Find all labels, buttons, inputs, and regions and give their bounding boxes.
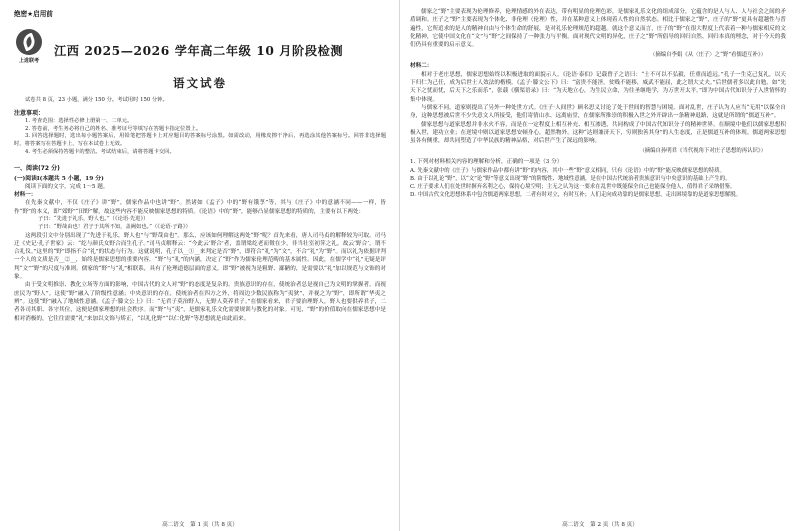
paragraph: 相对于老庄思想，儒家思想始终以积极进取的面貌示人。《论语·泰伯》记载曾子之语曰：“士不可以不弘毅，任重而道远。”孔子一生克己复礼，以天下归仁为己任，成为后世士人效法的楷模。《孟子·滕文公下》曰：“富贵不能淫，贫贱不能移，威武不能屈，此之谓大丈夫。”后世儒者多以此自勉，如“先天下之忧而忧，后天下之乐而乐”，张载《横渠语录》曰：“为天地立心，为生民立命，为往圣继绝学，为万世开太平。”即为中国古代知识分子入世情怀的集中体现。 (410, 71, 786, 103)
logo-icon (16, 29, 42, 55)
instruction: 阅读下面的文字，完成 1～5 题。 (25, 183, 109, 190)
section-heading: 一、阅读(72 分) (14, 164, 60, 172)
paragraph: 儒家之“野”主要表现为伦理修养，伦理情感的外在表达，带有明显的伦理色彩，是儒家礼乐文化的组成部分，它蕴含的是人与人、人与社会之间的矛盾调和。庄子之“野”主要表现为个体化、非伦理（伦理）性，并在某种意义上体现着人性的自然状态。相比于儒家之“野”，庄子的“野”更具有超越性与普遍性，它所追求的是人的精神自由与个体生命的舒展，是对礼乐伦理规范的超越。就这个意义而言，庄子的“野”在很大程度上代表着一种与儒家相反的文化精神，它使中国文化在“文”与“野”之间保持了一种张力与平衡。面对现代文明的异化，庄子之“野”所倡导的回归自然、回归本真的理念，对于今天的我们仍具有重要的启示意义。 (410, 9, 786, 49)
paragraph: 由于受文明推崇、教化立场等方面的影响，中国古代的文人对“野”的态度是复杂的。贵族意识的存在，使统治者总是视自己为文明的掌握者，而视庶民为“野人”。这使“野”融入了阶级性意涵；中央意识的存在，使统治者在四方之外，将周边少数民族称为“夷狄”，并视之为“野”，即所谓“华夷之辨”。这使“野”融入了地域性意涵。《孟子·滕文公上》曰：“无君子莫治野人，无野人莫养君子。”在儒家看来，君子要治理野人，野人也要供养君子，二者各司其职、各守其位，这便是儒家理想的社会秩序。而“野”与“夷”，是儒家礼乐文化需要规训与教化的对象。可见，“野”的价值取向在儒家思想中是相对消极的，它往往需要“礼”来加以文饰与矫正，“以礼化野”“以仁化野”等思想就是由此而来。 (14, 282, 386, 322)
quote: 子曰：“野哉由也！君子于其所不知，盖阙如也。”（《论语·子路》） (38, 223, 191, 230)
note-item: 3. 回答选择题时，选出每小题答案后，用铅笔把答题卡上对应题目的答案标号涂黑。如需改动，用橡皮擦干净后，再选涂其他答案标号。回答非选择题时，将答案写在答题卡上，写在本试卷上无效。 (14, 133, 386, 148)
material-label: 材料二： (410, 63, 433, 70)
answer-option: B. 由于以礼论“野”，以“文”论“野”等意义出现“野”的阶级性、地域性意涵，是在中国古代统治者贵族意识与中央意识的基础上产生的。 (410, 175, 731, 182)
subsection-heading: (一)阅读Ⅰ(本题共 5 小题，19 分) (14, 175, 104, 182)
paragraph: 与儒家不同，道家则提出了另外一种处世方式。《庄子·人间世》顾名思义讨论了处于世间的智慧与困境。面对乱世，庄子认为人应当“无用”以保全自身，这种思想被后世不少失意文人所接受，他们寄情山水、远离庙堂，在儒家所推崇的积极入世之外开辟出一条精神退路，这就是所谓的“儒道互补”。 (410, 104, 786, 120)
paper-title: 语文试卷 (173, 76, 227, 90)
confidential-mark: 绝密★启用前 (14, 10, 53, 18)
source-citation: （摘编自孙明君《当代视角下对庄子思想的再认识》） (639, 148, 766, 155)
exam-title: 江西 2025—2026 学年高二年级 10 月阶段检测 (54, 43, 344, 58)
answer-option: C. 庄子要求人们在处世时摒弃名利之心，保持心境空明；主无之认为这一要求在乱世中既能保全自己也能保全他人，值得君子采纳借鉴。 (410, 183, 736, 190)
page-footer: 高二语文 第 1 页（共 8 页） (162, 522, 238, 528)
publisher-logo (14, 29, 44, 71)
note-item: 1. 考查范围：选择性必修上册第一、二单元。 (25, 117, 133, 124)
page-2 (400, 0, 800, 531)
paragraph: 这两段引文中分别出现了“先进于礼乐，野人也”与“野哉由也”。那么，应该如何理解这两处“野”呢？首先来看，唐人司马贞的解释较为可取。司马迁《史记·孔子世家》云：“纥与颜氏女野合而生孔子。”司马贞解释云：“今此云‘野合’者，盖谓梁纥老而徵在少，非当壮室初笄之礼，故云‘野合’，谓不合礼仪。”这里的“野”即指不合“礼”的状态与行为。这就说明，孔子以__①__来判定是否“野”，即符合“礼”为“文”，不合“礼”为“野”。而以礼为依据评判一个人的文质是否__②__，始终是儒家思想的重要内容。“野”与“礼”的内涵，决定了“野”作为儒家伦理范畴的基本属性。因此，在儒学中“礼”无疑是评判“文”“野”的尺度与准则。儒家的“野”与“礼”相联系，具有了伦理道德层面的意义，即“野”被视为是粗野、鄙陋的，是需要以“礼”加以规范与文饰的对象。 (14, 232, 386, 281)
answer-option: D. 中国古代文化思想体系中包含儒道两家思想，二者有时对立，有时互补；人们走向成功靠的是儒家思想，走出困境靠的是道家思想解脱。 (410, 191, 741, 198)
paragraph: 在先秦文献中，不仅《庄子》讲“野”，儒家作品中也讲“野”。然诸如《孟子》中的“野有饿莩”等，其与《庄子》中的意涵不同——一样，皆作“野”的本义，即“郊野”“田野”解，故这些内容不能反映儒家思想的特质。《论语》中的“野”，能够凸显儒家思想的特质的，主要有以下两处： (14, 200, 386, 215)
material-label: 材料一： (14, 192, 37, 199)
answer-option: A. 先秦文献中的《庄子》与儒家作品中都有讲“野”的内容，其中一些“野”意义相同，只有《论语》中的“野”能反映儒家思想的特质。 (410, 167, 725, 174)
exam-info: 试卷共 8 页，23 小题，满分 150 分。考试用时 150 分钟。 (25, 97, 168, 103)
note-item: 4. 考生必须保持答题卡的整洁。考试结束后，请将答题卡交回。 (25, 148, 175, 155)
page-footer: 高二语文 第 2 页（共 8 页） (562, 522, 638, 528)
exam-header (14, 28, 386, 72)
question-stem: 1. 下列对材料相关内容的理解和分析，正确的一项是（3 分） (410, 159, 563, 166)
notes-heading: 注意事项： (14, 109, 45, 117)
quote: 子曰：“先进于礼乐，野人也。”（《论语·先进》） (38, 215, 149, 222)
note-item: 2. 答卷前，考生务必将自己的姓名、准考证号等填写在答题卡指定位置上。 (25, 125, 202, 132)
paragraph: 儒家思想与道家思想并非水火不容，而是在一定程度上相互补充、相互渗透，共同构成了中国古代知识分子的精神世界。在顺境中他们以儒家思想积极入世，建功立业；在逆境中则以道家思想安顿身心，超然物外。这种“达则兼济天下，穷则独善其身”的人生态度，正是儒道互补的体现。儒道两家思想虽各有侧重，却共同塑造了中华民族的精神品格，对后世产生了深远的影响。 (410, 121, 786, 145)
source-citation: （摘编自李娟《从〈庄子〉之“野”看儒道互补》） (649, 52, 766, 59)
logo-text: 上进联考 (18, 58, 39, 64)
